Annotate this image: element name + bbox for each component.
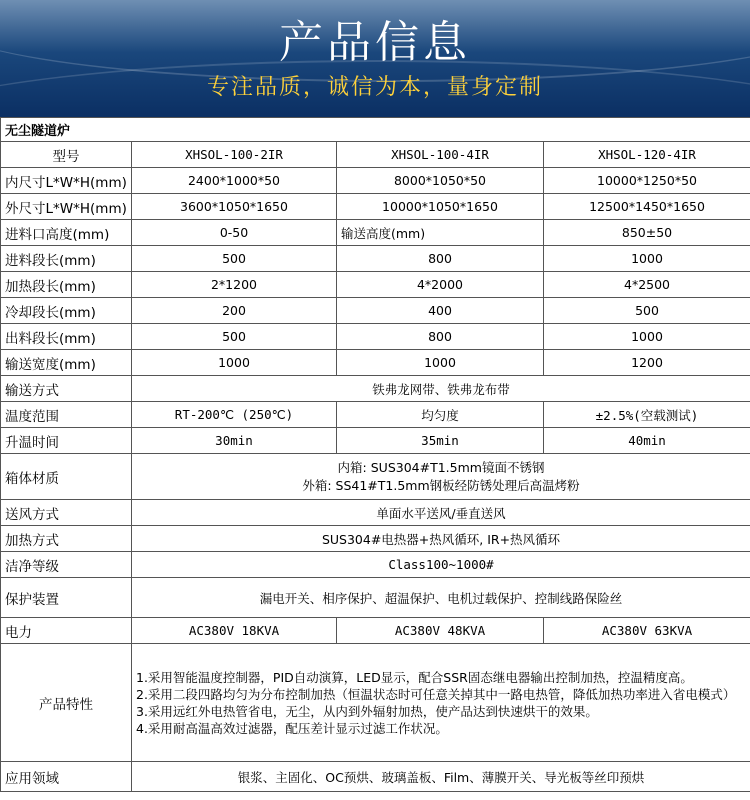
table-cell: 10000*1250*50: [544, 168, 750, 194]
table-row: [1, 220, 750, 246]
table-cell: AC380V 63KVA: [544, 618, 750, 644]
table-row: [1, 500, 750, 526]
table-row: [1, 578, 750, 618]
banner: [0, 0, 750, 117]
row-label: 产品特性: [1, 644, 132, 762]
table-row: [1, 618, 750, 644]
table-cell: SUS304#电热器+热风循环, IR+热风循环: [132, 526, 750, 552]
table-cell: [132, 454, 750, 500]
table-cell: 1000: [337, 350, 544, 376]
row-label: 外尺寸L*W*H(mm): [1, 194, 132, 220]
table-cell: 500: [544, 298, 750, 324]
row-label: 升温时间: [1, 428, 132, 454]
table-row: [1, 454, 750, 500]
table-cell: AC380V 48KVA: [337, 618, 544, 644]
table-cell: 4*2000: [337, 272, 544, 298]
table-cell: 500: [132, 324, 337, 350]
table-cell: RT-200℃ (250℃): [132, 402, 337, 428]
table-cell: 800: [337, 324, 544, 350]
feature-line: 1.采用智能温度控制器，PID自动演算，LED显示，配合SSR固态继电器输出控制加热，控温精度高。: [136, 669, 693, 685]
features-cell: [132, 644, 750, 762]
table-row: [1, 376, 750, 402]
feature-line: 3.采用远红外电热管省电，无尘，从内到外辐射加热，使产品达到快速烘干的效果。: [136, 703, 598, 719]
table-row: [1, 298, 750, 324]
table-cell: 漏电开关、相序保护、超温保护、电机过载保护、控制线路保险丝: [132, 578, 750, 618]
table-row: [1, 644, 750, 762]
table-row: [1, 324, 750, 350]
table-row: [1, 552, 750, 578]
row-label: 应用领域: [1, 762, 132, 792]
table-row: [1, 762, 750, 792]
row-label: 箱体材质: [1, 454, 132, 500]
table-title-row: [1, 118, 750, 142]
model-cell: XHSOL-120-4IR: [544, 142, 750, 168]
table-row: [1, 246, 750, 272]
table-cell: 1000: [544, 324, 750, 350]
row-label: 洁净等级: [1, 552, 132, 578]
banner-title: 产品信息: [279, 17, 471, 68]
table-row: [1, 526, 750, 552]
table-cell: 500: [132, 246, 337, 272]
table-cell: 3600*1050*1650: [132, 194, 337, 220]
table-cell: 均匀度: [337, 402, 544, 428]
table-cell: 850±50: [544, 220, 750, 246]
spec-table: [0, 117, 750, 792]
table-row: [1, 350, 750, 376]
table-row: [1, 428, 750, 454]
row-label: 内尺寸L*W*H(mm): [1, 168, 132, 194]
table-cell: 1000: [132, 350, 337, 376]
row-label: 送风方式: [1, 500, 132, 526]
table-cell: 0-50: [132, 220, 337, 246]
table-cell: 银浆、主固化、OC预烘、玻璃盖板、Film、薄膜开关、导光板等丝印预烘: [132, 762, 750, 792]
row-label: 加热段长(mm): [1, 272, 132, 298]
material-line: 外箱: SS41#T1.5mm钢板经防锈处理后高温烤粉: [302, 477, 580, 493]
table-cell: 200: [132, 298, 337, 324]
banner-subtitle: 专注品质，诚信为本，量身定制: [206, 75, 543, 100]
table-cell: 1200: [544, 350, 750, 376]
row-label: 输送方式: [1, 376, 132, 402]
table-cell: 1000: [544, 246, 750, 272]
row-label: 冷却段长(mm): [1, 298, 132, 324]
table-cell: 800: [337, 246, 544, 272]
table-cell: 10000*1050*1650: [337, 194, 544, 220]
table-cell: 输送高度(mm): [337, 220, 544, 246]
table-cell: 铁弗龙网带、铁弗龙布带: [132, 376, 750, 402]
row-label: 出料段长(mm): [1, 324, 132, 350]
table-row: [1, 168, 750, 194]
row-label: 温度范围: [1, 402, 132, 428]
table-row: [1, 142, 750, 168]
table-cell: 8000*1050*50: [337, 168, 544, 194]
model-cell: XHSOL-100-2IR: [132, 142, 337, 168]
feature-line: 4.采用耐高温高效过滤器，配压差计显示过滤工作状况。: [136, 720, 448, 736]
table-cell: 单面水平送风/垂直送风: [132, 500, 750, 526]
row-label: 保护装置: [1, 578, 132, 618]
row-label: 加热方式: [1, 526, 132, 552]
table-cell: AC380V 18KVA: [132, 618, 337, 644]
table-row: [1, 402, 750, 428]
row-label: 电力: [1, 618, 132, 644]
table-cell: 400: [337, 298, 544, 324]
table-cell: ±2.5%(空载测试): [544, 402, 750, 428]
table-row: [1, 272, 750, 298]
table-cell: 2*1200: [132, 272, 337, 298]
row-label: 进料段长(mm): [1, 246, 132, 272]
table-cell: 2400*1000*50: [132, 168, 337, 194]
row-label: 型号: [1, 142, 132, 168]
table-cell: Class100~1000#: [132, 552, 750, 578]
table-cell: 4*2500: [544, 272, 750, 298]
row-label: 输送宽度(mm): [1, 350, 132, 376]
table-cell: 12500*1450*1650: [544, 194, 750, 220]
model-cell: XHSOL-100-4IR: [337, 142, 544, 168]
table-cell: 40min: [544, 428, 750, 454]
row-label: 进料口高度(mm): [1, 220, 132, 246]
product-name: 无尘隧道炉: [1, 118, 750, 142]
feature-line: 2.采用二段四路均匀为分布控制加热（恒温状态时可任意关掉其中一路电热管，降低加热功率进入省电模式）: [136, 686, 736, 702]
table-cell: 35min: [337, 428, 544, 454]
material-line: 内箱: SUS304#T1.5mm镜面不锈钢: [337, 459, 545, 475]
table-cell: 30min: [132, 428, 337, 454]
table-row: [1, 194, 750, 220]
